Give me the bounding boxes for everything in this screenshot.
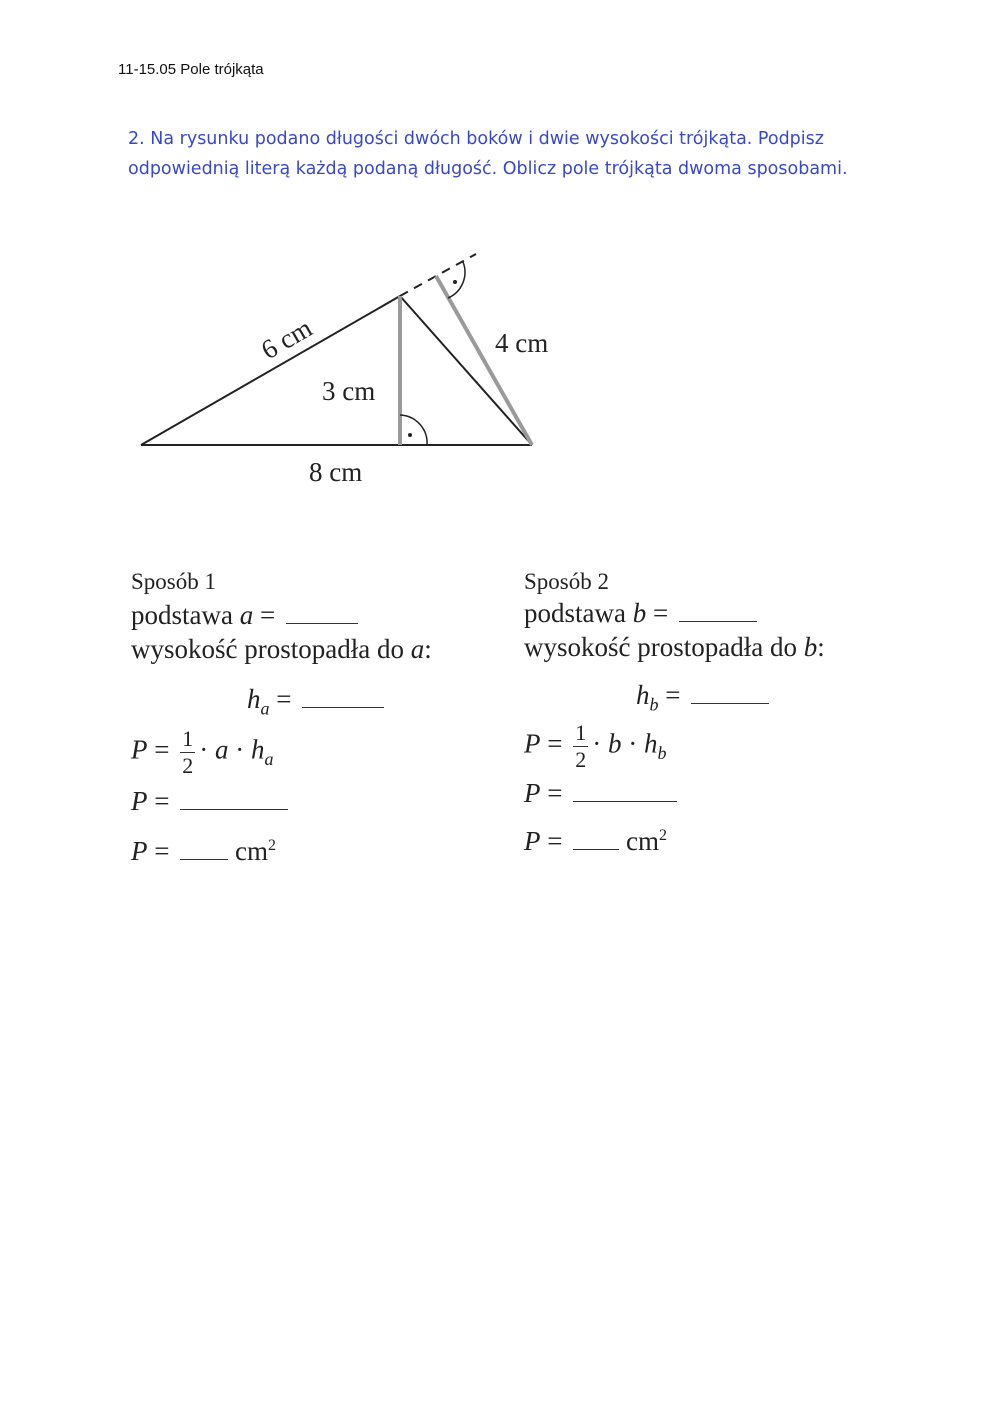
p-var: P xyxy=(524,778,541,808)
base-var: b xyxy=(632,598,647,628)
h-var: h xyxy=(636,680,650,710)
base-var: a xyxy=(239,600,254,630)
h-blank[interactable] xyxy=(302,706,384,708)
height-to-side xyxy=(436,276,532,445)
base-row: podstawa b = xyxy=(524,598,757,629)
right-angle-mark-base xyxy=(400,415,427,445)
formula-h: h xyxy=(643,728,658,759)
fraction-num: 1 xyxy=(182,726,194,751)
p-row-2: $P = cm^2$ xyxy=(131,836,276,866)
triangle-figure xyxy=(0,0,1000,520)
p-row-1: P = xyxy=(524,778,677,809)
p-result-blank[interactable] xyxy=(180,858,228,860)
label-4cm: 4 cm xyxy=(495,328,549,358)
fraction xyxy=(573,722,588,771)
side-right xyxy=(400,296,532,445)
unit: cm xyxy=(625,826,659,856)
p-row-2: $P = cm^2$ xyxy=(524,826,667,856)
formula-sub: b xyxy=(657,743,667,764)
right-angle-mark-extension xyxy=(448,262,465,298)
formula-sub: a xyxy=(264,749,274,770)
unit-sup: 2 xyxy=(267,837,276,854)
p-result-blank[interactable] xyxy=(573,848,619,850)
h-row: $h_b$ = xyxy=(636,680,769,715)
formula-row: P = $\frac{1}{2}$ · $b \cdot h_b$ xyxy=(524,720,667,772)
fraction-num: 1 xyxy=(575,720,587,745)
h-sub: a xyxy=(260,698,270,719)
unit: cm xyxy=(234,836,268,866)
right-angle-dot-extension xyxy=(453,280,457,284)
method-title: Sposób 2 xyxy=(524,569,609,594)
task-line-2: odpowiednią literą każdą podaną długość. Oblicz pole trójkąta dwoma sposobami. xyxy=(128,159,848,179)
p-var: P xyxy=(131,734,148,765)
p-blank[interactable] xyxy=(573,800,677,802)
p-row-1: P = xyxy=(131,786,288,817)
fraction-den: 2 xyxy=(575,747,587,772)
label-6cm: 6 cm xyxy=(256,312,318,366)
fraction-den: 2 xyxy=(182,753,194,778)
height-row: wysokość prostopadła do b: xyxy=(524,632,825,662)
h-row: $h_a$ = xyxy=(247,684,384,719)
method-title: Sposób 1 xyxy=(131,569,216,594)
formula-row: P = $\frac{1}{2}$ · $a \cdot h_a$ xyxy=(131,726,274,778)
formula-var: a xyxy=(214,734,229,765)
p-var: P xyxy=(131,836,148,866)
page-header: 11-15.05 Pole trójkąta xyxy=(118,61,264,78)
unit-sup: 2 xyxy=(658,827,667,844)
p-var: P xyxy=(131,786,148,816)
height-var: b xyxy=(803,632,818,662)
label-8cm: 8 cm xyxy=(309,457,363,487)
right-angle-dot-base xyxy=(408,433,412,437)
base-label: podstawa xyxy=(524,598,626,628)
base-blank[interactable] xyxy=(286,622,358,624)
h-blank[interactable] xyxy=(691,702,769,704)
p-blank[interactable] xyxy=(180,808,288,810)
fraction xyxy=(180,728,195,777)
h-var: h xyxy=(247,684,261,714)
height-row: wysokość prostopadła do a: xyxy=(131,634,432,664)
base-row: podstawa a = xyxy=(131,600,358,631)
base-label: podstawa xyxy=(131,600,233,630)
formula-var: b xyxy=(607,728,622,759)
height-text: wysokość prostopadła do xyxy=(524,632,797,662)
p-var: P xyxy=(524,728,541,759)
height-var: a xyxy=(410,634,425,664)
side-left xyxy=(141,296,400,445)
formula-h: h xyxy=(250,734,265,765)
label-3cm: 3 cm xyxy=(322,376,376,406)
p-var: P xyxy=(524,826,541,856)
h-sub: b xyxy=(649,694,659,715)
base-blank[interactable] xyxy=(679,620,757,622)
height-text: wysokość prostopadła do xyxy=(131,634,404,664)
task-line-1: 2. Na rysunku podano długości dwóch boków i dwie wysokości trójkąta. Podpisz xyxy=(128,129,824,149)
